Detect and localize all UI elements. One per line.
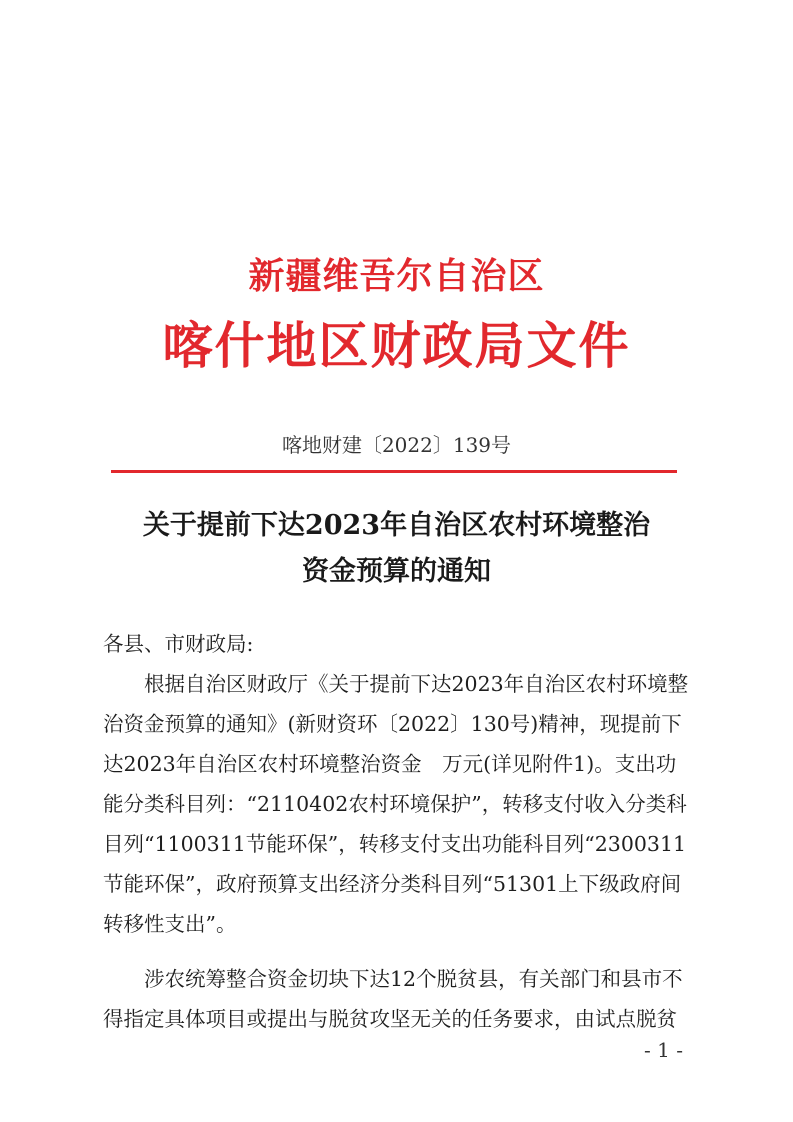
document-number: 喀地财建〔2022〕139号	[281, 433, 512, 457]
issuer-region-heading: 新疆维吾尔自治区	[248, 256, 545, 297]
page-number: - 1 -	[644, 1038, 683, 1062]
issuer-document-heading: 喀什地区财政局文件	[162, 317, 631, 375]
paragraph-line: 治资金预算的通知》(新财资环〔2022〕130号)精神，现提前下	[103, 712, 682, 736]
paragraph-1	[103, 664, 703, 944]
paragraph-line: 能分类科目列：“2110402农村环境保护”，转移支付收入分类科	[103, 792, 687, 816]
paragraph-line: 涉农统筹整合资金切块下达12个脱贫县，有关部门和县市不	[144, 967, 683, 991]
paragraph-2	[103, 959, 703, 1039]
document-title	[0, 503, 793, 595]
document-body	[103, 624, 703, 1039]
paragraph-line: 节能环保”，政府预算支出经济分类科目列“51301上下级政府间	[103, 872, 682, 896]
paragraph-spacer	[103, 944, 703, 959]
title-line-2: 资金预算的通知	[302, 556, 491, 587]
paragraph-line: 目列“1100311节能环保”，转移支付支出功能科目列“2300311	[103, 832, 687, 856]
title-line-1: 关于提前下达2023年自治区农村环境整治	[142, 510, 651, 541]
paragraph-line: 根据自治区财政厅《关于提前下达2023年自治区农村环境整	[144, 672, 689, 696]
paragraph-line: 转移性支出”。	[103, 912, 237, 936]
red-divider-line	[111, 470, 677, 473]
salutation: 各县、市财政局:	[103, 632, 254, 656]
paragraph-line: 得指定具体项目或提出与脱贫攻坚无关的任务要求，由试点脱贫	[103, 1007, 677, 1031]
paragraph-line: 达2023年自治区农村环境整治资金 万元(详见附件1)。支出功	[103, 752, 677, 776]
